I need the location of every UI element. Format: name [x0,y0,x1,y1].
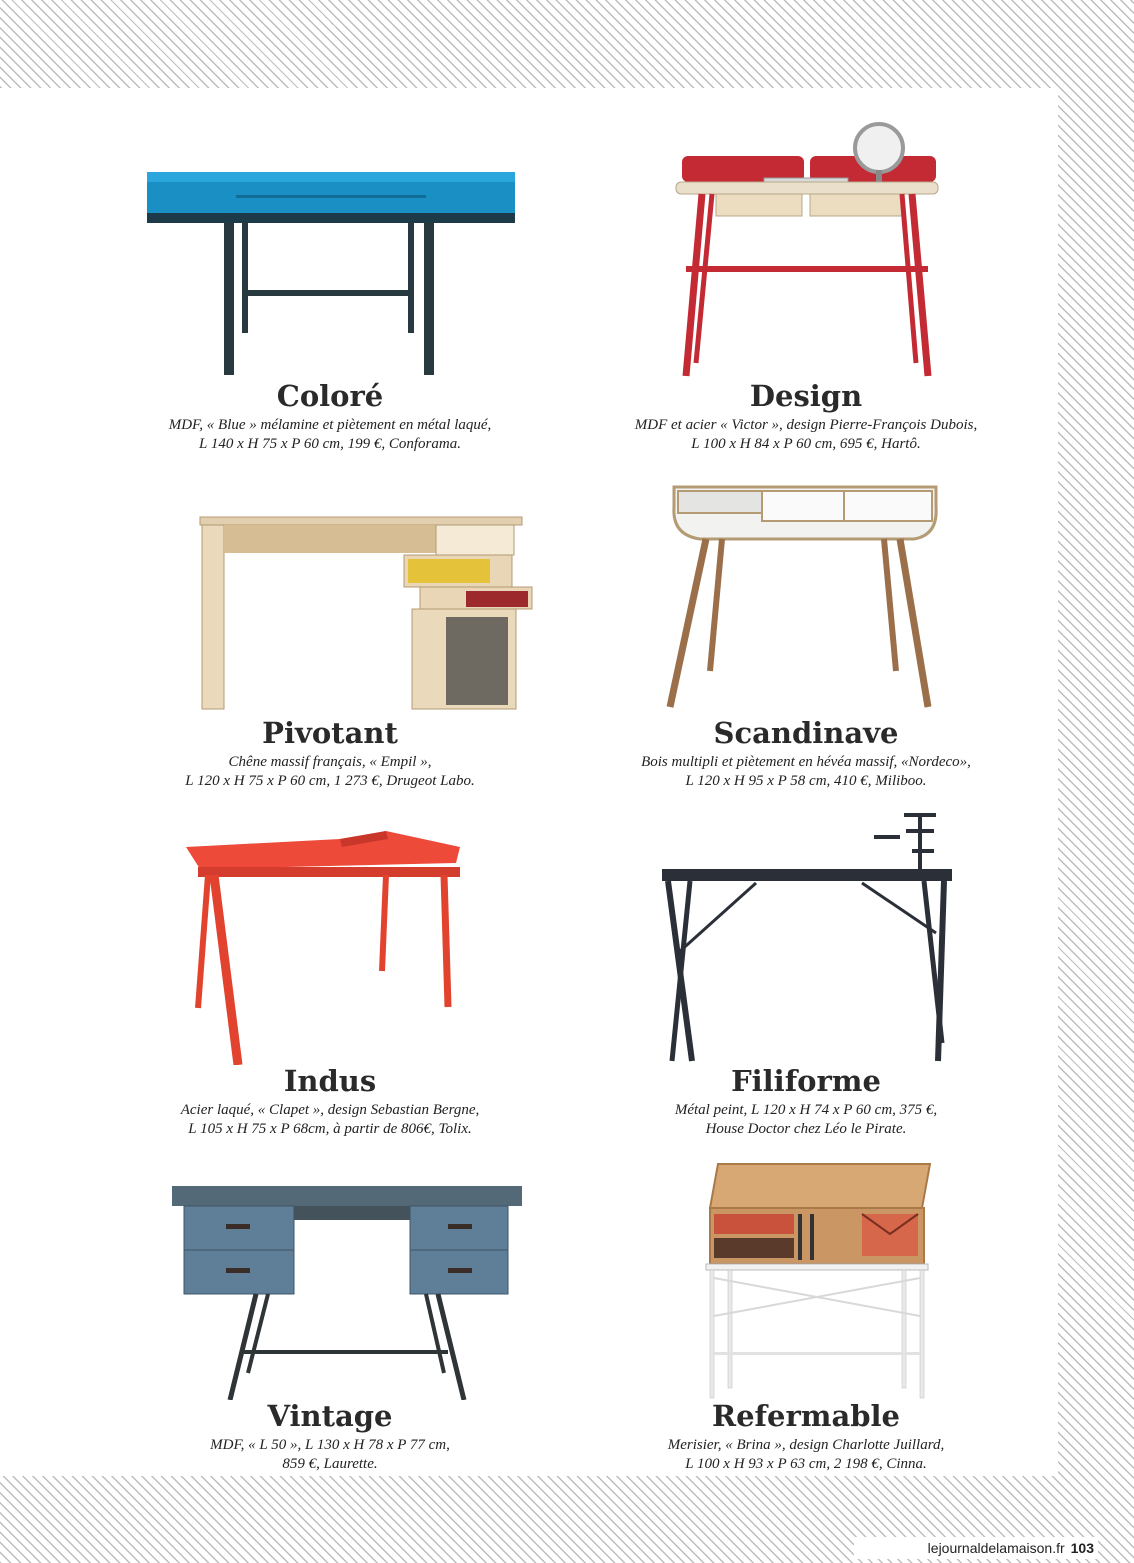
oak-pivot-desk-image [90,455,570,717]
product-description: Acier laqué, « Clapet », design Sebastian Bergne, L 105 x H 75 x P 68cm, à partir de 806€, Tolix. [180,1102,480,1137]
product-title: Indus [283,1064,377,1098]
page-number: 103 [1070,1540,1094,1556]
red-vanity-desk-image [566,118,1046,380]
black-wire-desk-image [566,803,1046,1065]
product-description: MDF, « Blue » mélamine et piètement en métal laqué, L 140 x H 75 x P 60 cm, 199 €, Conforama. [168,417,492,452]
product-description: Métal peint, L 120 x H 74 x P 60 cm, 375 €, House Doctor chez Léo le Pirate. [674,1102,938,1137]
product-title: Coloré [276,379,384,413]
product-description: MDF et acier « Victor », design Pierre-François Dubois, L 100 x H 84 x P 60 cm, 695 €, Hartô. [634,417,978,452]
product-vintage [90,1138,570,1474]
site-name: lejournaldelamaison.fr [927,1540,1065,1556]
product-pivotant [90,455,570,791]
product-title: Refermable [712,1399,900,1433]
page-footer [854,1537,1098,1559]
product-description: Bois multipli et piètement en hévéa massif, «Nordeco», L 120 x H 95 x P 58 cm, 410 €, Miliboo. [641,754,971,789]
product-description: Chêne massif français, « Empil », L 120 x H 75 x P 60 cm, 1 273 €, Drugeot Labo. [185,754,475,789]
vintage-drawer-desk-image [90,1138,570,1400]
product-title: Filiforme [731,1064,881,1098]
product-scandinave [566,455,1046,791]
product-refermable [566,1138,1046,1474]
product-description: Merisier, « Brina », design Charlotte Juillard, L 100 x H 93 x P 63 cm, 2 198 €, Cinna. [667,1437,945,1472]
product-title: Design [749,379,863,413]
blue-desk-image [90,118,570,380]
product-colore [90,118,570,454]
red-steel-desk-image [90,803,570,1065]
product-indus [90,803,570,1139]
product-filiforme [566,803,1046,1139]
product-design [566,118,1046,454]
product-title: Pivotant [262,716,398,750]
secretary-desk-image [566,1138,1046,1400]
product-title: Scandinave [713,716,899,750]
scandinavian-desk-image [566,455,1046,717]
product-description: MDF, « L 50 », L 130 x H 78 x P 77 cm, 859 €, Laurette. [210,1437,450,1472]
product-title: Vintage [267,1399,393,1433]
